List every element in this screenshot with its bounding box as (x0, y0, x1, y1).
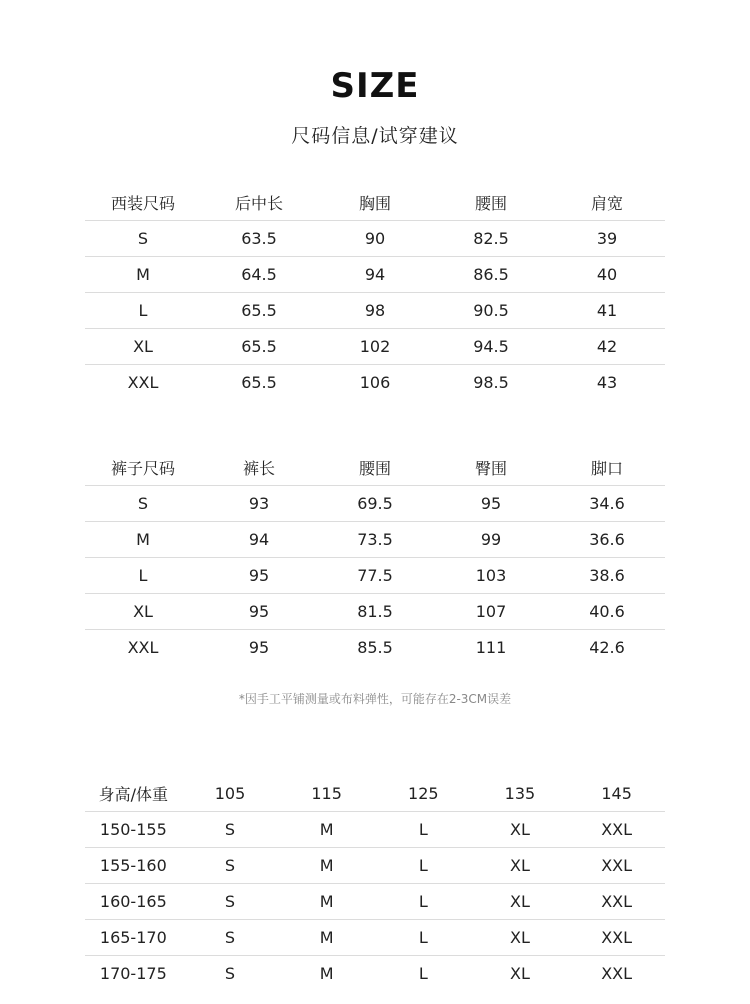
table-cell: L (375, 812, 472, 848)
table-cell: L (85, 293, 201, 329)
table-cell: 95 (433, 486, 549, 522)
table-cell: L (375, 920, 472, 956)
table-cell: 102 (317, 329, 433, 365)
table-cell: XL (85, 329, 201, 365)
table-cell: S (85, 221, 201, 257)
table-cell: S (85, 486, 201, 522)
table-cell: 98 (317, 293, 433, 329)
header-cell: 裤长 (201, 450, 317, 486)
table-cell: XL (472, 848, 569, 884)
table-cell: XL (472, 812, 569, 848)
table-cell: XXL (127, 638, 159, 657)
table-cell: 82.5 (433, 221, 549, 257)
table-cell: 41 (549, 293, 665, 329)
table-cell: 95 (201, 558, 317, 594)
table-header-row (85, 450, 665, 486)
table-cell: XXL (127, 373, 159, 392)
table-header-row (85, 185, 665, 221)
table-cell: 64.5 (201, 257, 317, 293)
fit-recommendation-table (85, 776, 665, 991)
table-cell: XXL (568, 848, 665, 884)
table-cell: L (375, 884, 472, 920)
table-cell: 111 (475, 638, 507, 657)
table-cell: L (375, 848, 472, 884)
measurement-note: *因手工平铺测量或布料弹性，可能存在2-3CM误差 (238, 692, 512, 706)
table-cell: 103 (433, 558, 549, 594)
table-cell: 34.6 (549, 486, 665, 522)
table-cell: L (418, 964, 428, 983)
table-cell: 98.5 (473, 373, 509, 392)
table-row (85, 848, 665, 884)
table-cell: 65.5 (201, 293, 317, 329)
table-cell: XL (85, 594, 201, 630)
table-row (85, 920, 665, 956)
table-cell: 65.5 (241, 373, 277, 392)
table-cell: 165-170 (85, 920, 182, 956)
header-cell: 裤子尺码 (85, 450, 201, 486)
table-cell: XXL (568, 920, 665, 956)
table-cell: 150-155 (85, 812, 182, 848)
table-cell: 90 (317, 221, 433, 257)
table-cell: XXL (568, 884, 665, 920)
header-cell: 西装尺码 (85, 185, 201, 221)
table-cell: S (182, 848, 279, 884)
header-cell: 腰围 (317, 450, 433, 486)
pants-size-table (85, 450, 665, 665)
table-cell: 94.5 (433, 329, 549, 365)
table-row (85, 522, 665, 558)
table-cell: 38.6 (549, 558, 665, 594)
header-cell: 后中长 (201, 185, 317, 221)
header-cell: 145 (568, 776, 665, 812)
table-cell: S (182, 920, 279, 956)
table-cell: M (85, 257, 201, 293)
table-cell: S (224, 964, 236, 983)
table-cell: 69.5 (317, 486, 433, 522)
page-subtitle: 尺码信息/试穿建议 (291, 125, 459, 147)
table-cell: M (278, 812, 375, 848)
table-cell: M (85, 522, 201, 558)
table-cell: 40.6 (549, 594, 665, 630)
table-cell: 99 (433, 522, 549, 558)
header-cell: 胸围 (317, 185, 433, 221)
table-cell: XL (472, 884, 569, 920)
table-cell: 94 (201, 522, 317, 558)
table-row (85, 594, 665, 630)
table-cell: 43 (596, 373, 618, 392)
header-cell: 身高/体重 (85, 776, 182, 812)
table-cell: M (278, 920, 375, 956)
table-cell: 90.5 (433, 293, 549, 329)
table-cell: S (182, 812, 279, 848)
header-cell: 肩宽 (549, 185, 665, 221)
table-cell: 39 (549, 221, 665, 257)
table-header-row (85, 776, 665, 812)
table-row (85, 558, 665, 594)
header-cell: 腰围 (433, 185, 549, 221)
header-cell: 105 (182, 776, 279, 812)
table-cell: 95 (248, 638, 270, 657)
table-cell: 81.5 (317, 594, 433, 630)
table-cell: 77.5 (317, 558, 433, 594)
header-cell: 臀围 (433, 450, 549, 486)
table-cell: M (278, 884, 375, 920)
table-row (85, 956, 665, 992)
page-title: SIZE (330, 66, 420, 106)
table-cell: M (278, 848, 375, 884)
table-cell: 42.6 (589, 638, 625, 657)
table-cell: L (85, 558, 201, 594)
header-cell: 125 (375, 776, 472, 812)
table-row (85, 257, 665, 293)
table-cell: 40 (549, 257, 665, 293)
table-cell: 106 (359, 373, 391, 392)
table-cell: XL (472, 920, 569, 956)
table-cell: S (182, 884, 279, 920)
table-row (85, 812, 665, 848)
table-cell: 65.5 (201, 329, 317, 365)
table-cell: 85.5 (357, 638, 393, 657)
table-row (85, 365, 665, 401)
header-cell: 115 (278, 776, 375, 812)
table-cell: 94 (317, 257, 433, 293)
table-row (85, 221, 665, 257)
table-cell: M (319, 964, 334, 983)
table-cell: 93 (201, 486, 317, 522)
table-cell: 155-160 (85, 848, 182, 884)
table-row (85, 293, 665, 329)
table-cell: XXL (601, 964, 633, 983)
table-cell: XL (510, 964, 530, 983)
table-row (85, 329, 665, 365)
table-cell: 160-165 (85, 884, 182, 920)
header-cell: 脚口 (549, 450, 665, 486)
table-cell: 63.5 (201, 221, 317, 257)
table-cell: 95 (201, 594, 317, 630)
table-cell: XXL (568, 812, 665, 848)
table-row (85, 884, 665, 920)
jacket-size-table (85, 185, 665, 400)
table-cell: 107 (433, 594, 549, 630)
table-row (85, 486, 665, 522)
table-cell: 42 (549, 329, 665, 365)
header-cell: 135 (472, 776, 569, 812)
table-row (85, 630, 665, 666)
table-cell: 36.6 (549, 522, 665, 558)
table-cell: 86.5 (433, 257, 549, 293)
table-cell: 170-175 (99, 964, 167, 983)
table-cell: 73.5 (317, 522, 433, 558)
